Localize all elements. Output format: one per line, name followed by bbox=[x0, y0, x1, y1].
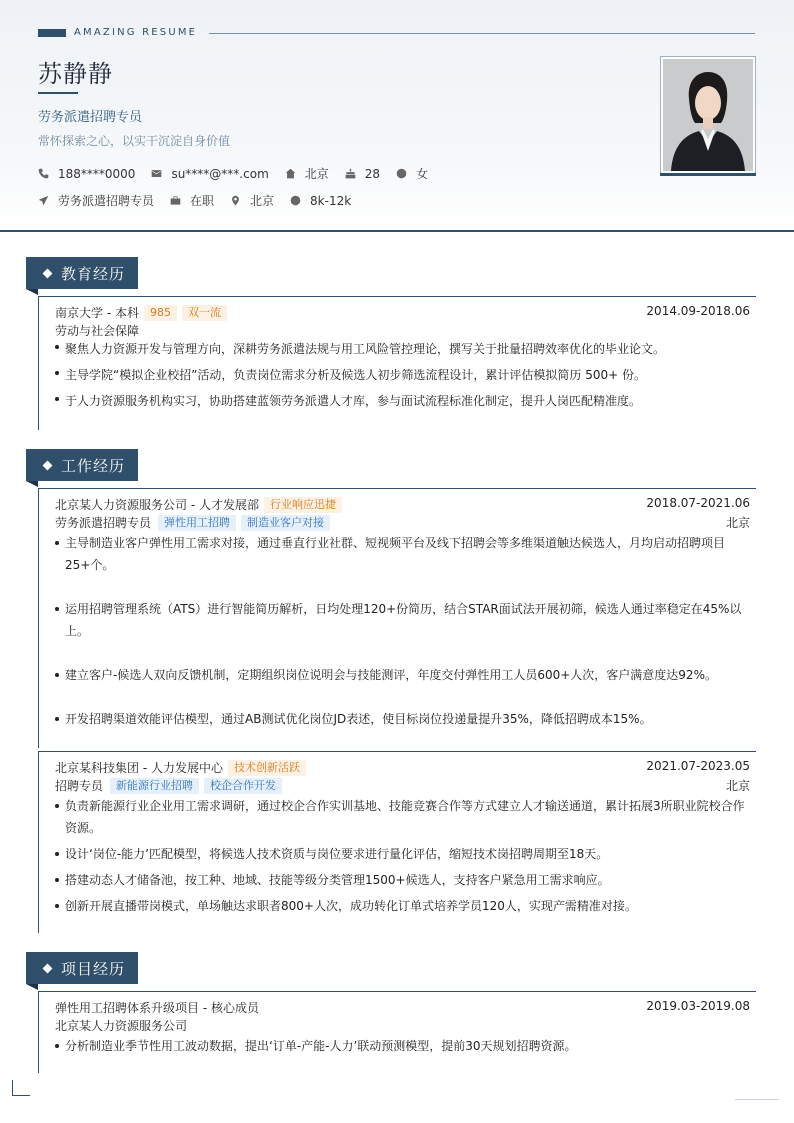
section-title-text: 项目经历 bbox=[61, 959, 126, 978]
hometown-text: 北京 bbox=[304, 167, 329, 181]
job-city: 北京 bbox=[725, 779, 750, 793]
entry-date: 2019.03-2019.08 bbox=[646, 999, 750, 1013]
status-text: 在职 bbox=[190, 194, 215, 208]
info-phone bbox=[38, 167, 135, 181]
job-tag: 新能源行业招聘 bbox=[110, 778, 199, 794]
resume-header bbox=[0, 0, 794, 232]
diamond-icon bbox=[43, 460, 53, 470]
salary-text: 8k-12k bbox=[310, 193, 352, 208]
bullet-item: 运用招聘管理系统（ATS）进行智能简历解析，日均处理120+份简历，结合STAR面试法开展初筛，候选人通过率稳定在45%以上。 bbox=[39, 598, 756, 642]
page-corner-mark bbox=[12, 1080, 30, 1096]
job-tag: 校企合作开发 bbox=[204, 778, 282, 794]
job-title: 劳务派遣招聘专员 bbox=[55, 516, 152, 530]
diamond-icon bbox=[43, 268, 53, 278]
bullet-item: 聚焦人力资源开发与管理方向，深耕劳务派遣法规与用工风险管控理论，撰写关于批量招聘效率优化的毕业论文。 bbox=[39, 336, 756, 362]
bullet-item: 负责新能源行业企业用工需求调研，通过校企合作实训基地、技能竞赛合作等方式建立人才输送通道，累计拓展3所职业院校合作资源。 bbox=[39, 795, 756, 839]
project-company: 北京某人力资源服务公司 bbox=[55, 1019, 188, 1033]
bullet-item: 搭建动态人才储备池，按工种、地域、技能等级分类管理1500+候选人，支持客户紧急用工需求响应。 bbox=[39, 869, 756, 891]
bullet-item: 于人力资源服务机构实习，协助搭建蓝领劳务派遣人才库，参与面试流程标准化制定，提升人岗匹配精准度。 bbox=[39, 388, 756, 414]
company-tag: 行业响应迅捷 bbox=[264, 497, 342, 513]
section-title-text: 教育经历 bbox=[61, 264, 126, 283]
info-hometown bbox=[285, 165, 329, 182]
diamond-icon bbox=[43, 963, 53, 973]
bullet-item: 开发招聘渠道效能评估模型，通过AB测试优化岗位JD表述，使目标岗位投递量提升35%，降低招聘成本15%。 bbox=[39, 708, 756, 730]
info-target-role bbox=[38, 192, 154, 209]
section-title-project bbox=[26, 952, 138, 984]
caption-divider bbox=[209, 33, 755, 34]
section-title-work bbox=[26, 449, 138, 481]
education-bullets bbox=[39, 336, 756, 414]
entry-org bbox=[55, 759, 306, 776]
company-name: 北京某科技集团 - 人力发展中心 bbox=[55, 761, 223, 775]
entry-org bbox=[55, 304, 227, 321]
target-role-text: 劳务派遣招聘专员 bbox=[58, 194, 155, 208]
candidate-role: 劳务派遣招聘专员 bbox=[38, 110, 143, 125]
bullet-item: 创新开展直播带岗模式，单场触达求职者800+人次，成功转化订单式培养学员120人，实现产需精准对接。 bbox=[39, 895, 756, 917]
bullet-item: 主导制造业客户弹性用工需求对接，通过垂直行业社群、短视频平台及线下招聘会等多维渠道触达候选人，月均启动招聘项目25+个。 bbox=[39, 532, 756, 576]
page-corner-line bbox=[735, 1099, 779, 1100]
job-tag: 制造业客户对接 bbox=[241, 515, 330, 531]
send-icon bbox=[38, 195, 49, 206]
age-text: 28 bbox=[364, 166, 381, 181]
work-entry bbox=[38, 751, 756, 933]
bullet-item: 设计‘岗位-能力’匹配模型，将候选人技术资质与岗位要求进行量化评估，缩短技术岗招聘周期至18天。 bbox=[39, 843, 756, 865]
phone-number: 188****0000 bbox=[58, 166, 136, 181]
school-tag: 985 bbox=[144, 305, 177, 321]
major-name: 劳动与社会保障 bbox=[55, 324, 140, 338]
entry-date: 2021.07-2023.05 bbox=[646, 759, 750, 773]
entry-org bbox=[55, 496, 342, 513]
project-name: 弹性用工招聘体系升级项目 - 核心成员 bbox=[55, 1001, 259, 1015]
bullet-item: 建立客户-候选人双向反馈机制，定期组织岗位说明会与技能测评，年度交付弹性用工人员600+人次，客户满意度达92%。 bbox=[39, 664, 756, 686]
mail-icon bbox=[151, 168, 162, 179]
location-text: 北京 bbox=[250, 194, 275, 208]
job-title-row bbox=[55, 514, 330, 531]
entry-date: 2014.09-2018.06 bbox=[646, 304, 750, 318]
profile-photo bbox=[663, 59, 753, 171]
job-title-row bbox=[55, 777, 282, 794]
section-title-education bbox=[26, 257, 138, 289]
candidate-name: 苏静静 bbox=[38, 60, 113, 88]
school-name: 南京大学 - 本科 bbox=[55, 306, 139, 320]
entry-date: 2018.07-2021.06 bbox=[646, 496, 750, 510]
info-email bbox=[151, 167, 268, 181]
project-entry bbox=[38, 991, 756, 1073]
phone-icon bbox=[38, 168, 49, 179]
resume-caption: AMAZING RESUME bbox=[74, 27, 198, 38]
home-icon bbox=[285, 168, 296, 179]
candidate-motto: 常怀探索之心，以实干沉淀自身价值 bbox=[38, 134, 231, 148]
location-icon bbox=[230, 195, 241, 206]
info-status bbox=[170, 192, 214, 209]
briefcase-icon bbox=[170, 195, 181, 206]
job-tag: 弹性用工招聘 bbox=[158, 515, 236, 531]
info-location bbox=[230, 192, 274, 209]
profile-photo-frame bbox=[660, 56, 756, 174]
gender-text: 女 bbox=[416, 167, 429, 181]
salary-icon bbox=[290, 195, 301, 206]
section-title-text: 工作经历 bbox=[61, 456, 126, 475]
job-city: 北京 bbox=[725, 516, 750, 530]
work-entry bbox=[38, 488, 756, 748]
info-gender bbox=[396, 165, 428, 182]
caption-bar bbox=[38, 29, 66, 37]
info-age bbox=[345, 167, 380, 181]
info-salary bbox=[290, 194, 351, 208]
work-bullets bbox=[39, 532, 756, 730]
bullet-item: 分析制造业季节性用工波动数据，提出‘订单-产能-人力’联动预测模型，提前30天规划招聘资源。 bbox=[39, 1035, 756, 1057]
work-bullets bbox=[39, 795, 756, 917]
email-address: su****@***.com bbox=[171, 166, 269, 181]
gender-icon bbox=[396, 168, 407, 179]
info-row-job bbox=[38, 192, 367, 209]
cake-icon bbox=[345, 168, 356, 179]
education-entry bbox=[38, 296, 756, 430]
school-tag: 双一流 bbox=[182, 305, 227, 321]
company-name: 北京某人力资源服务公司 - 人才发展部 bbox=[55, 498, 259, 512]
bullet-item: 主导学院“模拟企业校招”活动，负责岗位需求分析及候选人初步筛选流程设计，累计评估模拟简历 500+ 份。 bbox=[39, 362, 756, 388]
info-row-personal bbox=[38, 165, 444, 182]
name-underline bbox=[38, 92, 78, 94]
company-tag: 技术创新活跃 bbox=[228, 760, 306, 776]
project-bullets bbox=[39, 1035, 756, 1057]
job-title: 招聘专员 bbox=[55, 779, 104, 793]
